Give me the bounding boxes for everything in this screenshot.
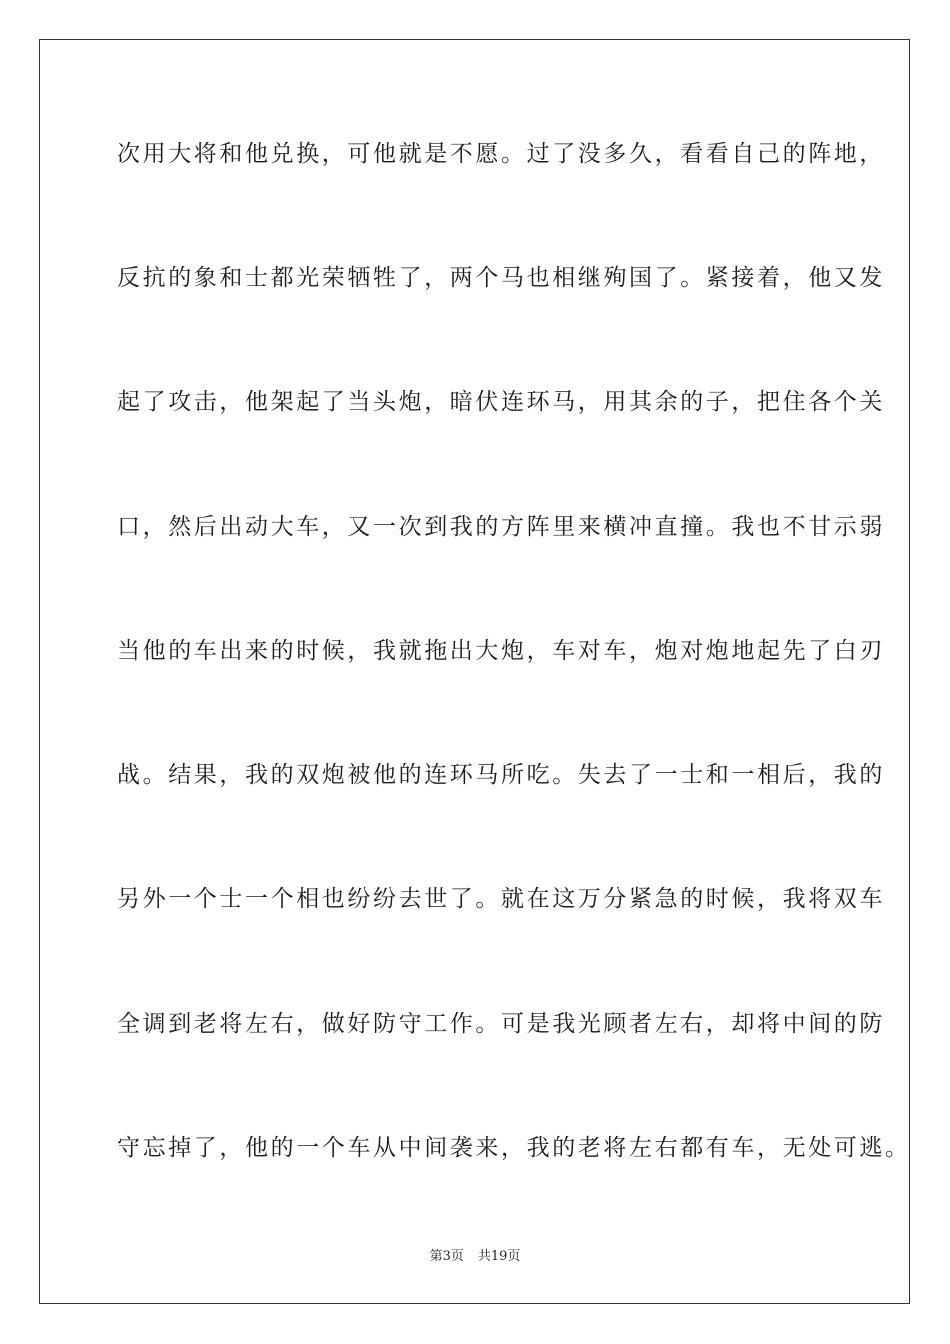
body-text-line: 当他的车出来的时候，我就拖出大炮，车对车，炮对炮地起先了白刃	[117, 638, 885, 664]
body-text-line: 口，然后出动大车，又一次到我的方阵里来横冲直撞。我也不甘示弱	[117, 514, 885, 540]
body-text-line: 次用大将和他兑换，可他就是不愿。过了没多久，看看自己的阵地，	[117, 141, 885, 167]
body-text-line: 守忘掉了，他的一个车从中间袭来，我的老将左右都有车，无处可逃。	[117, 1135, 911, 1161]
page-border	[39, 39, 910, 1304]
page-footer	[0, 1248, 950, 1266]
body-text-line: 起了攻击，他架起了当头炮，暗伏连环马，用其余的子，把住各个关	[117, 389, 885, 415]
body-text-line: 反抗的象和士都光荣牺牲了，两个马也相继殉国了。紧接着，他又发	[117, 265, 885, 291]
page-number: 第3页	[429, 1249, 464, 1264]
body-text-line: 全调到老将左右，做好防守工作。可是我光顾者左右，却将中间的防	[117, 1011, 885, 1037]
body-text-line: 另外一个士一个相也纷纷去世了。就在这万分紧急的时候，我将双车	[117, 886, 885, 912]
total-pages: 共19页	[477, 1249, 521, 1264]
body-text-line: 战。结果，我的双炮被他的连环马所吃。失去了一士和一相后，我的	[117, 762, 885, 788]
